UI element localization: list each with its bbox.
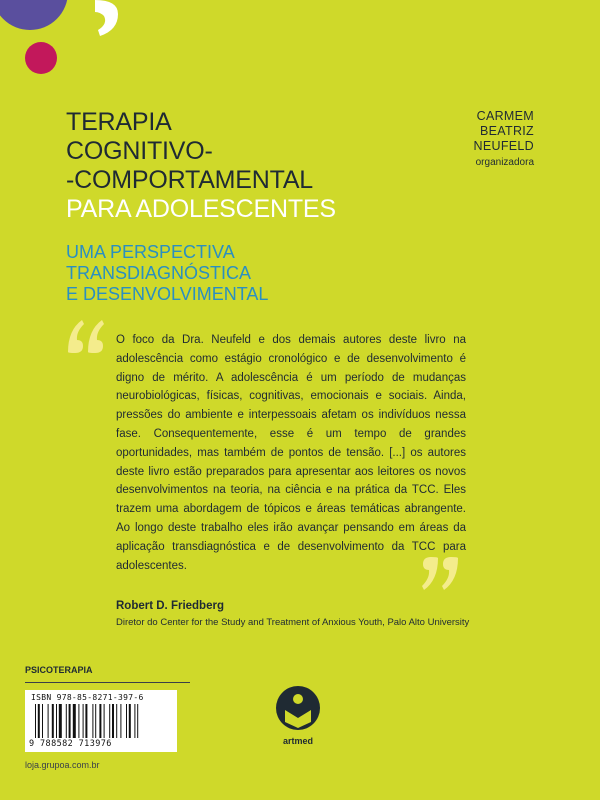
book-subtitle: [66, 242, 268, 305]
store-url: loja.grupoa.com.br: [25, 760, 100, 770]
author-block: [474, 109, 534, 168]
barcode-bars: [35, 704, 169, 738]
publisher-name: artmed: [282, 736, 313, 746]
title-line-highlight: PARA ADOLESCENTES: [66, 195, 336, 223]
barcode-digits: 9 788582 713976: [29, 739, 112, 749]
author-name-line: NEUFELD: [473, 139, 534, 153]
decorative-circles-graphic: [0, 0, 130, 90]
author-role: organizadora: [475, 157, 534, 168]
publisher-logo: [263, 684, 333, 754]
title-line: COGNITIVO-: [66, 137, 213, 165]
subtitle-line: E DESENVOLVIMENTAL: [66, 284, 269, 304]
category-divider: [25, 682, 190, 683]
subtitle-line: UMA PERSPECTIVA: [66, 242, 235, 262]
subtitle-line: TRANSDIAGNÓSTICA: [66, 263, 252, 283]
author-name-line: CARMEM: [476, 109, 534, 123]
isbn-label: ISBN 978-85-8271-397-6: [31, 693, 144, 702]
title-line: -COMPORTAMENTAL: [66, 166, 314, 194]
quote-author-name: Robert D. Friedberg: [116, 600, 224, 612]
close-quote-icon: [420, 552, 462, 598]
artmed-logo-icon: [263, 684, 333, 736]
quote-author-role: Diretor do Center for the Study and Treatment of Anxious Youth, Palo Alto University: [116, 617, 470, 628]
category-label: PSICOTERAPIA: [25, 665, 93, 675]
author-name-line: BEATRIZ: [480, 124, 534, 138]
quote-text: O foco da Dra. Neufeld e dos demais autores deste livro na adolescência como estágio cronológico e de desenvolvimento é digno de mérito. A adolescência é um período de mudanças neurobiológicas, físicas, cognitivas, emocionais e sociais. Ainda, pressões do ambiente e interpessoais afetam os indivíduos nessa fase. Consequentemente, esse é um tempo de grandes oportunidades, mas também de pontos de tensão. [...] os autores deste livro estão preparados para apresentar aos leitores os novos desenvolvimentos na teoria, na ciência e na prática da TCC. Eles trazem uma abordagem de tópicos e áreas temáticas abrangente. Ao longo deste trabalho eles irão avançar pensando em áreas da aplicação transdiagnóstica e de desenvolvimento da TCC para adolescentes.: [116, 334, 466, 572]
book-title: [66, 108, 336, 224]
isbn-barcode: [25, 690, 177, 752]
open-quote-icon: [64, 312, 106, 358]
title-line: TERAPIA: [66, 108, 172, 136]
